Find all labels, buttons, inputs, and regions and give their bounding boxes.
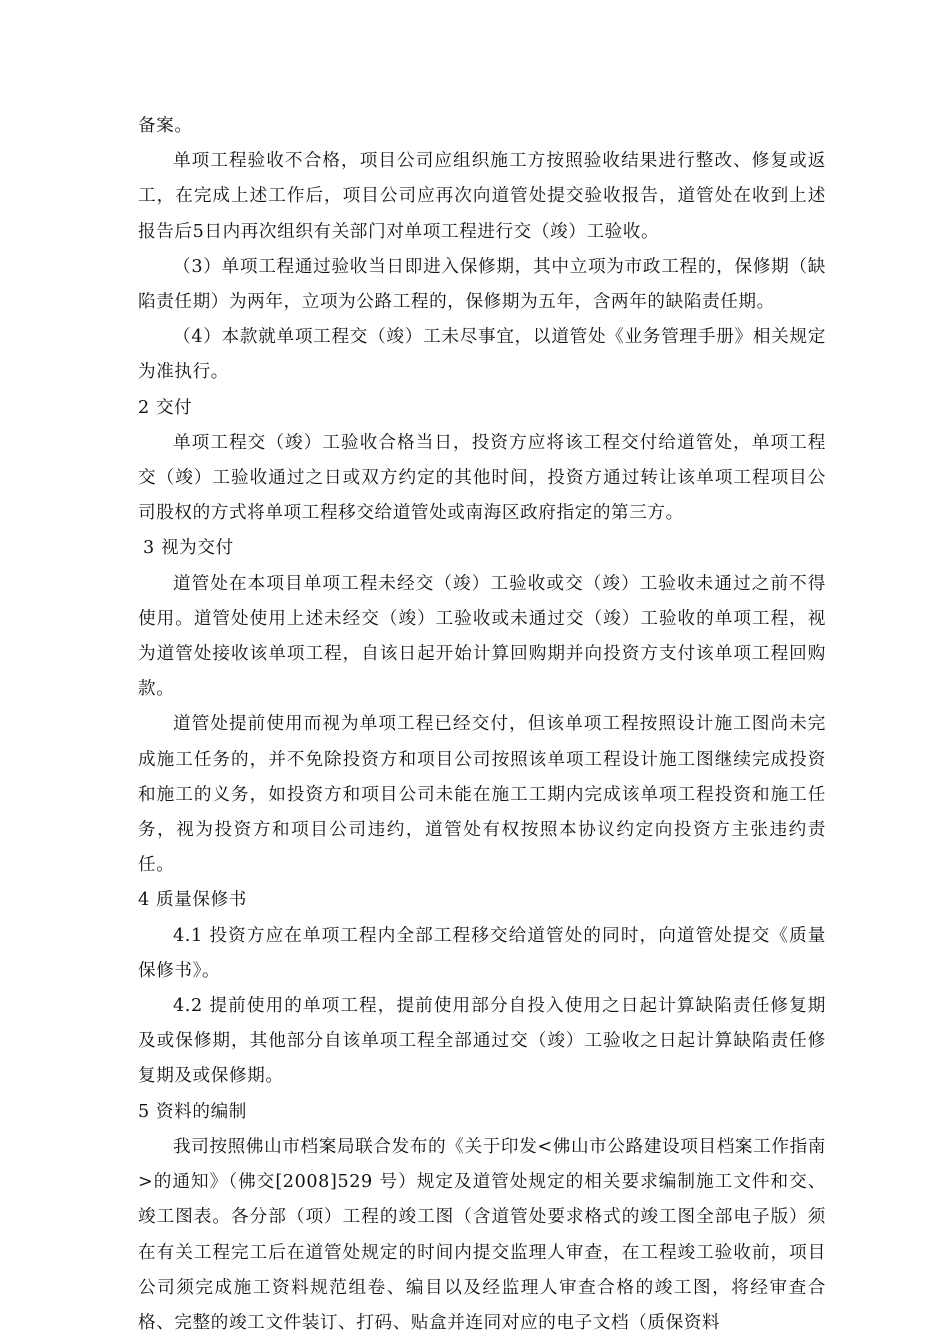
- body-paragraph: 单项工程验收不合格，项目公司应组织施工方按照验收结果进行整改、修复或返工，在完成上述工作后，项目公司应再次向道管处提交验收报告，道管处在收到上述报告后5日内再次组织有关部门对单项工程进行交（竣）工验收。: [138, 151, 826, 242]
- body-paragraph: 道管处在本项目单项工程未经交（竣）工验收或交（竣）工验收未通过之前不得使用。道管处使用上述未经交（竣）工验收或未通过交（竣）工验收的单项工程，视为道管处接收该单项工程，自该日起开始计算回购期并向投资方支付该单项工程回购款。: [138, 573, 826, 700]
- body-paragraph: 备案。: [138, 116, 193, 136]
- body-paragraph: 我司按照佛山市档案局联合发布的《关于印发<佛山市公路建设项目档案工作指南>的通知》（佛交[2008]529 号）规定及道管处规定的相关要求编制施工文件和交、竣工图表。各分部（项）工程的竣工图（含道管处要求格式的竣工图全部电子版）须在有关工程完工后在道管处规定的时间内提交监理人审查，在工程竣工验收前，项目公司须完成施工资料规范组卷、编目以及经监理人审查合格的竣工图，将经审查合格、完整的竣工文件装订、打码、贴盒并连同对应的电子文档（质保资料: [138, 1136, 826, 1333]
- section-heading: 2 交付: [138, 397, 193, 418]
- body-paragraph: 单项工程交（竣）工验收合格当日，投资方应将该工程交付给道管处，单项工程交（竣）工验收通过之日或双方约定的其他时间，投资方通过转让该单项工程项目公司股权的方式将单项工程移交给道管处或南海区政府指定的第三方。: [138, 432, 826, 524]
- section-heading: 3 视为交付: [143, 538, 234, 559]
- document-page: [138, 109, 826, 1341]
- body-paragraph: 4.1 投资方应在单项工程内全部工程移交给道管处的同时，向道管处提交《质量保修书》。: [138, 925, 826, 981]
- body-paragraph: 道管处提前使用而视为单项工程已经交付，但该单项工程按照设计施工图尚未完成施工任务的，并不免除投资方和项目公司按照该单项工程设计施工图继续完成投资和施工的义务，如投资方和项目公司未能在施工工期内完成该单项工程投资和施工任务，视为投资方和项目公司违约，道管处有权按照本协议约定向投资方主张违约责任。: [138, 714, 826, 876]
- body-paragraph: （3）单项工程通过验收当日即进入保修期，其中立项为市政工程的，保修期（缺陷责任期）为两年，立项为公路工程的，保修期为五年，含两年的缺陷责任期。: [138, 256, 826, 313]
- body-paragraph: （4）本款就单项工程交（竣）工未尽事宜，以道管处《业务管理手册》相关规定为准执行。: [138, 327, 826, 383]
- section-heading: 5 资料的编制: [138, 1101, 247, 1122]
- body-paragraph: 4.2 提前使用的单项工程，提前使用部分自投入使用之日起计算缺陷责任修复期及或保修期，其他部分自该单项工程全部通过交（竣）工验收之日起计算缺陷责任修复期及或保修期。: [138, 996, 826, 1087]
- section-heading: 4 质量保修书: [138, 890, 247, 911]
